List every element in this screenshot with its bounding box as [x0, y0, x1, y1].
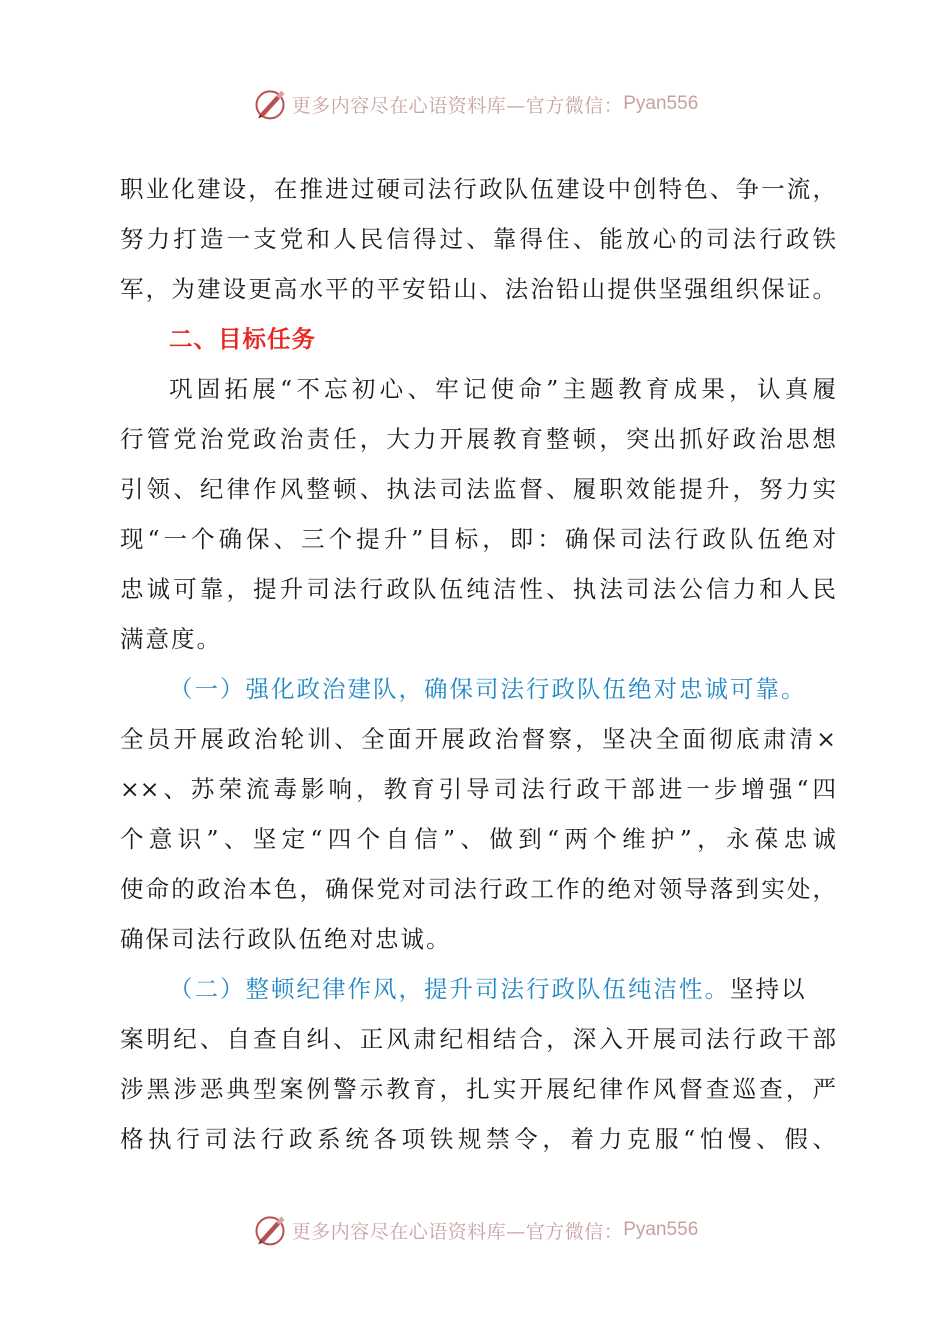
text-line: ××、苏荣流毒影响，教育引导司法行政干部进一步增强“四 — [120, 775, 836, 803]
text-line: 职业化建设，在推进过硬司法行政队伍建设中创特色、争一流， — [120, 175, 836, 203]
watermark-banner-top — [0, 84, 950, 124]
section-heading: 二、目标任务 — [169, 325, 316, 353]
text-line: 使命的政治本色，确保党对司法行政工作的绝对领导落到实处， — [120, 875, 836, 903]
text-line: 涉黑涉恶典型案例警示教育，扎实开展纪律作风督查巡查，严 — [120, 1075, 836, 1103]
text-line: 引领、纪律作风整顿、执法司法监督、履职效能提升，努力实 — [120, 475, 836, 503]
pen-circle-logo-icon — [252, 86, 288, 122]
text-line: 满意度。 — [120, 625, 222, 653]
text-run: 坚持以 — [730, 975, 807, 1003]
document-body — [120, 164, 836, 1164]
text-line: 案明纪、自查自纠、正风肃纪相结合，深入开展司法行政干部 — [120, 1025, 836, 1053]
text-line: 格执行司法行政系统各项铁规禁令，着力克服“怕慢、假、 — [120, 1125, 836, 1153]
watermark-banner-bottom — [0, 1210, 950, 1250]
text-line: 忠诚可靠，提升司法行政队伍纯洁性、执法司法公信力和人民 — [120, 575, 836, 603]
text-line: 巩固拓展“不忘初心、牢记使命”主题教育成果，认真履 — [169, 375, 836, 403]
text-line: 行管党治党政治责任，大力开展教育整顿，突出抓好政治思想 — [120, 425, 836, 453]
text-line: 努力打造一支党和人民信得过、靠得住、能放心的司法行政铁 — [120, 225, 836, 253]
text-line-mixed — [120, 964, 836, 1014]
watermark-text: 更多内容尽在心语资料库—官方微信： — [291, 94, 624, 117]
watermark-wechat-id: Pyan556 — [623, 93, 699, 114]
text-line: 个意识”、坚定“四个自信”、做到“两个维护”，永葆忠诚 — [120, 825, 836, 853]
text-line: 确保司法行政队伍绝对忠诚。 — [120, 925, 452, 953]
watermark-text: 更多内容尽在心语资料库—官方微信： — [291, 1220, 624, 1243]
subsection-heading: （二）整顿纪律作风，提升司法行政队伍纯洁性。 — [169, 975, 730, 1003]
text-line: 军，为建设更高水平的平安铅山、法治铅山提供坚强组织保证。 — [120, 275, 836, 303]
text-line: 现“一个确保、三个提升”目标，即：确保司法行政队伍绝对 — [120, 525, 836, 553]
pen-circle-logo-icon — [252, 1212, 288, 1248]
watermark-wechat-id: Pyan556 — [623, 1219, 699, 1240]
subsection-heading: （一）强化政治建队，确保司法行政队伍绝对忠诚可靠。 — [169, 675, 807, 703]
text-line: 全员开展政治轮训、全面开展政治督察，坚决全面彻底肃清× — [120, 725, 836, 753]
